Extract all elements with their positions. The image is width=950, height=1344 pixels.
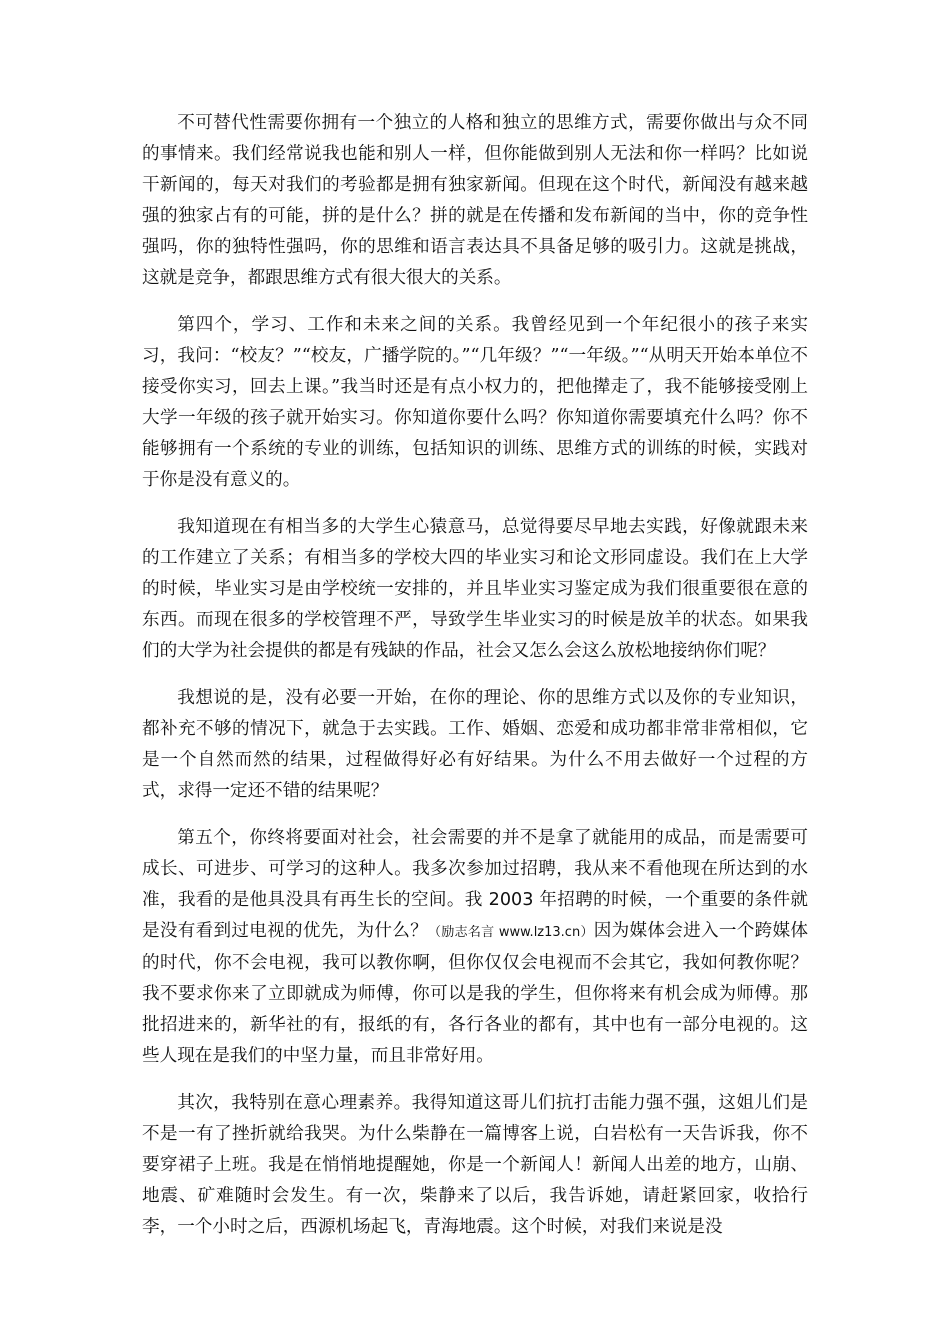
paragraph-5-part-3: 因为媒体会进入一个跨媒体的时代，你不会电视，我可以教你啊，但你仅仅会电视而不会其它，我如何教你呢？我不要求你来了立即就成为师傅，你可以是我的学生，但你将来有机会成为师傅。那批招进来的，新华社的有，报纸的有，各行各业的都有，其中也有一部分电视的。这些人现在是我们的中坚力量，而且非常好用。 [142,921,808,1066]
paragraph-2: 第四个，学习、工作和未来之间的关系。我曾经见到一个年纪很小的孩子来实习，我问：“校友？”“校友，广播学院的。”“几年级？”“一年级。”“从明天开始本单位不接受你实习，回去上课。”我当时还是有点小权力的，把他撵走了，我不能够接受刚上大学一年级的孩子就开始实习。你知道你要什么吗？你知道你需要填充什么吗？你不能够拥有一个系统的专业的训练，包括知识的训练、思维方式的训练的时候，实践对于你是没有意义的。 [142,315,808,490]
year-number: 2003 [488,890,534,910]
paragraph-3: 我知道现在有相当多的大学生心猿意马，总觉得要尽早地去实践，好像就跟未来的工作建立了关系；有相当多的学校大四的毕业实习和论文形同虚设。我们在上大学的时候，毕业实习是由学校统一安排的，并且毕业实习鉴定成为我们很重要很在意的东西。而现在很多的学校管理不严，导致学生毕业实习的时候是放羊的状态。如果我们的大学为社会提供的都是有残缺的作品，社会又怎么会这么放松地接纳你们呢？ [142,517,808,661]
paragraph-5-part-2: 年招聘的时候，一个重要的条件就是没有看到过电视的优先，为什么？ [142,890,808,941]
paragraph-1: 不可替代性需要你拥有一个独立的人格和独立的思维方式，需要你做出与众不同的事情来。我们经常说我也能和别人一样，但你能做到别人无法和你一样吗？比如说干新闻的，每天对我们的考验都是拥有独家新闻。但现在这个时代，新闻没有越来越强的独家占有的可能，拼的是什么？拼的就是在传播和发布新闻的当中，你的竞争性强吗，你的独特性强吗，你的思维和语言表达具不具备足够的吸引力。这就是挑战，这就是竞争，都跟思维方式有很大很大的关系。 [142,113,808,288]
paragraph-6: 其次，我特别在意心理素养。我得知道这哥儿们抗打击能力强不强，这姐儿们是不是一有了挫折就给我哭。为什么柴静在一篇博客上说，白岩松有一天告诉我，你不要穿裙子上班。我是在悄悄地提醒她，你是一个新闻人！新闻人出差的地方，山崩、地震、矿难随时会发生。有一次，柴静来了以后，我告诉她，请赶紧回家，收拾行李，一个小时之后，西源机场起飞，青海地震。这个时候，对我们来说是没 [142,1093,808,1237]
paragraph-5 [142,823,808,1072]
paragraph-5-part-1: 第五个，你终将要面对社会，社会需要的并不是拿了就能用的成品，而是需要可成长、可进步、可学习的这种人。我多次参加过招聘，我从来不看他现在所达到的水准，我看的是他具没具有再生长的空间。我 [142,828,808,910]
paragraph-4: 我想说的是，没有必要一开始，在你的理论、你的思维方式以及你的专业知识，都补充不够的情况下，就急于去实践。工作、婚姻、恋爱和成功都非常非常相似，它是一个自然而然的结果，过程做得好必有好结果。为什么不用去做好一个过程的方式，求得一定还不错的结果呢？ [142,688,808,801]
article-body [142,108,808,1259]
source-note: （励志名言 www.lz13.cn） [428,925,594,940]
